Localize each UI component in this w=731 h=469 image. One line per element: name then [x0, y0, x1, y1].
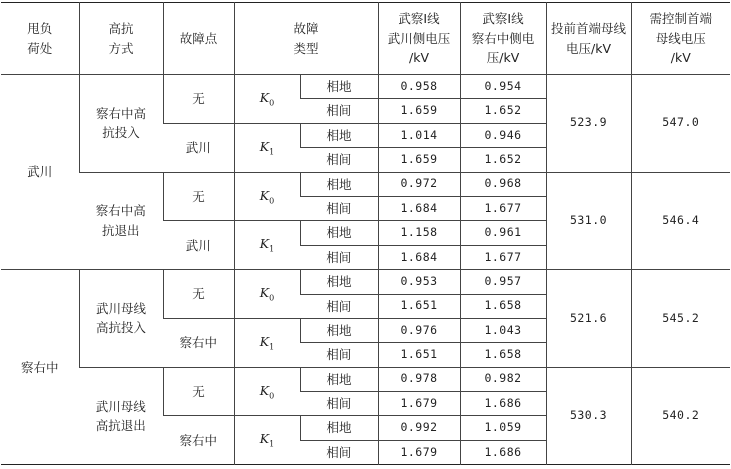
pre-bus-voltage: 531.0	[546, 172, 631, 270]
chayouzhong-side-voltage: 0.946	[460, 123, 546, 147]
fault-symbol-index: 1	[269, 244, 275, 254]
fault-symbol-index: 1	[269, 439, 275, 449]
wuchuan-side-voltage: 0.978	[378, 367, 460, 391]
fault-symbol-index: 0	[269, 391, 275, 401]
reactor-mode: 察右中高 抗退出	[79, 172, 163, 270]
wuchuan-side-voltage: 0.992	[378, 416, 460, 440]
wuchuan-side-voltage: 1.659	[378, 99, 460, 123]
fault-type: 相间	[300, 196, 378, 220]
wuchuan-side-voltage: 1.679	[378, 440, 460, 464]
fault-symbol-letter: K	[259, 187, 270, 203]
control-bus-voltage: 545.2	[631, 270, 730, 368]
load-rejection-location: 武川	[1, 75, 79, 270]
header-wuchuan-side-voltage: 武察Ⅰ线 武川侧电压 /kV	[378, 3, 460, 75]
wuchuan-side-voltage: 1.684	[378, 196, 460, 220]
fault-point: 无	[163, 367, 234, 416]
fault-location-symbol	[234, 172, 300, 221]
fault-point: 武川	[163, 221, 234, 270]
chayouzhong-side-voltage: 1.658	[460, 343, 546, 367]
pre-bus-voltage: 521.6	[546, 270, 631, 368]
table-body	[1, 75, 730, 465]
control-bus-voltage: 547.0	[631, 75, 730, 173]
fault-point: 察右中	[163, 318, 234, 367]
fault-type: 相地	[300, 270, 378, 294]
header-reactor-mode: 高抗 方式	[79, 3, 163, 75]
chayouzhong-side-voltage: 1.677	[460, 196, 546, 220]
fault-type: 相地	[300, 221, 378, 245]
fault-location-symbol	[234, 270, 300, 319]
wuchuan-side-voltage: 1.684	[378, 245, 460, 269]
fault-location-symbol	[234, 75, 300, 124]
fault-location-symbol	[234, 318, 300, 367]
chayouzhong-side-voltage: 0.954	[460, 75, 546, 99]
table-row	[1, 367, 730, 391]
fault-symbol-index: 0	[269, 196, 275, 205]
fault-type: 相地	[300, 75, 378, 99]
header-control-bus-voltage: 需控制首端 母线电压 /kV	[631, 3, 730, 75]
load-rejection-location: 察右中	[1, 270, 79, 465]
fault-point: 无	[163, 75, 234, 124]
fault-type: 相地	[300, 172, 378, 196]
table-row	[1, 75, 730, 99]
chayouzhong-side-voltage: 1.658	[460, 294, 546, 318]
wuchuan-side-voltage: 0.972	[378, 172, 460, 196]
chayouzhong-side-voltage: 1.686	[460, 392, 546, 416]
fault-symbol-letter: K	[259, 89, 270, 105]
reactor-mode: 察右中高 抗投入	[79, 75, 163, 173]
voltage-table	[1, 2, 730, 465]
fault-type: 相间	[300, 440, 378, 464]
wuchuan-side-voltage: 1.659	[378, 148, 460, 172]
fault-symbol-index: 0	[269, 293, 275, 303]
fault-symbol-index: 1	[269, 147, 275, 157]
chayouzhong-side-voltage: 0.982	[460, 367, 546, 391]
chayouzhong-side-voltage: 0.968	[460, 172, 546, 196]
table-row	[1, 172, 730, 196]
fault-point: 察右中	[163, 416, 234, 465]
chayouzhong-side-voltage: 1.677	[460, 245, 546, 269]
wuchuan-side-voltage: 1.651	[378, 343, 460, 367]
pre-bus-voltage: 523.9	[546, 75, 631, 173]
fault-symbol-letter: K	[259, 236, 270, 252]
fault-type: 相地	[300, 123, 378, 147]
wuchuan-side-voltage: 0.976	[378, 318, 460, 342]
chayouzhong-side-voltage: 0.957	[460, 270, 546, 294]
header-load-rejection-location: 甩负 荷处	[1, 3, 79, 75]
fault-point: 武川	[163, 123, 234, 172]
fault-type: 相地	[300, 318, 378, 342]
chayouzhong-side-voltage: 1.686	[460, 440, 546, 464]
chayouzhong-side-voltage: 1.652	[460, 99, 546, 123]
fault-symbol-letter: K	[259, 382, 270, 398]
fault-type: 相间	[300, 392, 378, 416]
fault-symbol-index: 1	[269, 342, 275, 352]
wuchuan-side-voltage: 1.014	[378, 123, 460, 147]
table-row	[1, 270, 730, 294]
fault-type: 相间	[300, 148, 378, 172]
fault-symbol-letter: K	[259, 333, 270, 349]
header-chayouzhong-side-voltage: 武察Ⅰ线 察右中侧电 压/kV	[460, 3, 546, 75]
fault-type: 相间	[300, 245, 378, 269]
header-row	[1, 3, 730, 75]
fault-location-symbol	[234, 416, 300, 465]
control-bus-voltage: 546.4	[631, 172, 730, 270]
reactor-mode: 武川母线 高抗退出	[79, 367, 163, 465]
chayouzhong-side-voltage: 1.043	[460, 318, 546, 342]
fault-type: 相间	[300, 294, 378, 318]
wuchuan-side-voltage: 0.958	[378, 75, 460, 99]
fault-type: 相地	[300, 367, 378, 391]
chayouzhong-side-voltage: 1.059	[460, 416, 546, 440]
fault-location-symbol	[234, 367, 300, 416]
chayouzhong-side-voltage: 1.652	[460, 148, 546, 172]
fault-point: 无	[163, 270, 234, 319]
wuchuan-side-voltage: 1.651	[378, 294, 460, 318]
fault-symbol-letter: K	[259, 285, 270, 301]
header-fault-type: 故障 类型	[234, 3, 378, 75]
control-bus-voltage: 540.2	[631, 367, 730, 465]
wuchuan-side-voltage: 1.158	[378, 221, 460, 245]
wuchuan-side-voltage: 1.679	[378, 392, 460, 416]
fault-type: 相间	[300, 99, 378, 123]
fault-symbol-index: 0	[269, 98, 275, 108]
fault-location-symbol	[234, 221, 300, 270]
chayouzhong-side-voltage: 0.961	[460, 221, 546, 245]
fault-symbol-letter: K	[259, 138, 270, 154]
fault-type: 相地	[300, 416, 378, 440]
fault-location-symbol	[234, 123, 300, 172]
reactor-mode: 武川母线 高抗投入	[79, 270, 163, 368]
fault-point: 无	[163, 172, 234, 221]
fault-type: 相间	[300, 343, 378, 367]
fault-symbol-letter: K	[259, 431, 270, 447]
pre-bus-voltage: 530.3	[546, 367, 631, 465]
header-fault-point: 故障点	[163, 3, 234, 75]
wuchuan-side-voltage: 0.953	[378, 270, 460, 294]
header-pre-bus-voltage: 投前首端母线 电压/kV	[546, 3, 631, 75]
